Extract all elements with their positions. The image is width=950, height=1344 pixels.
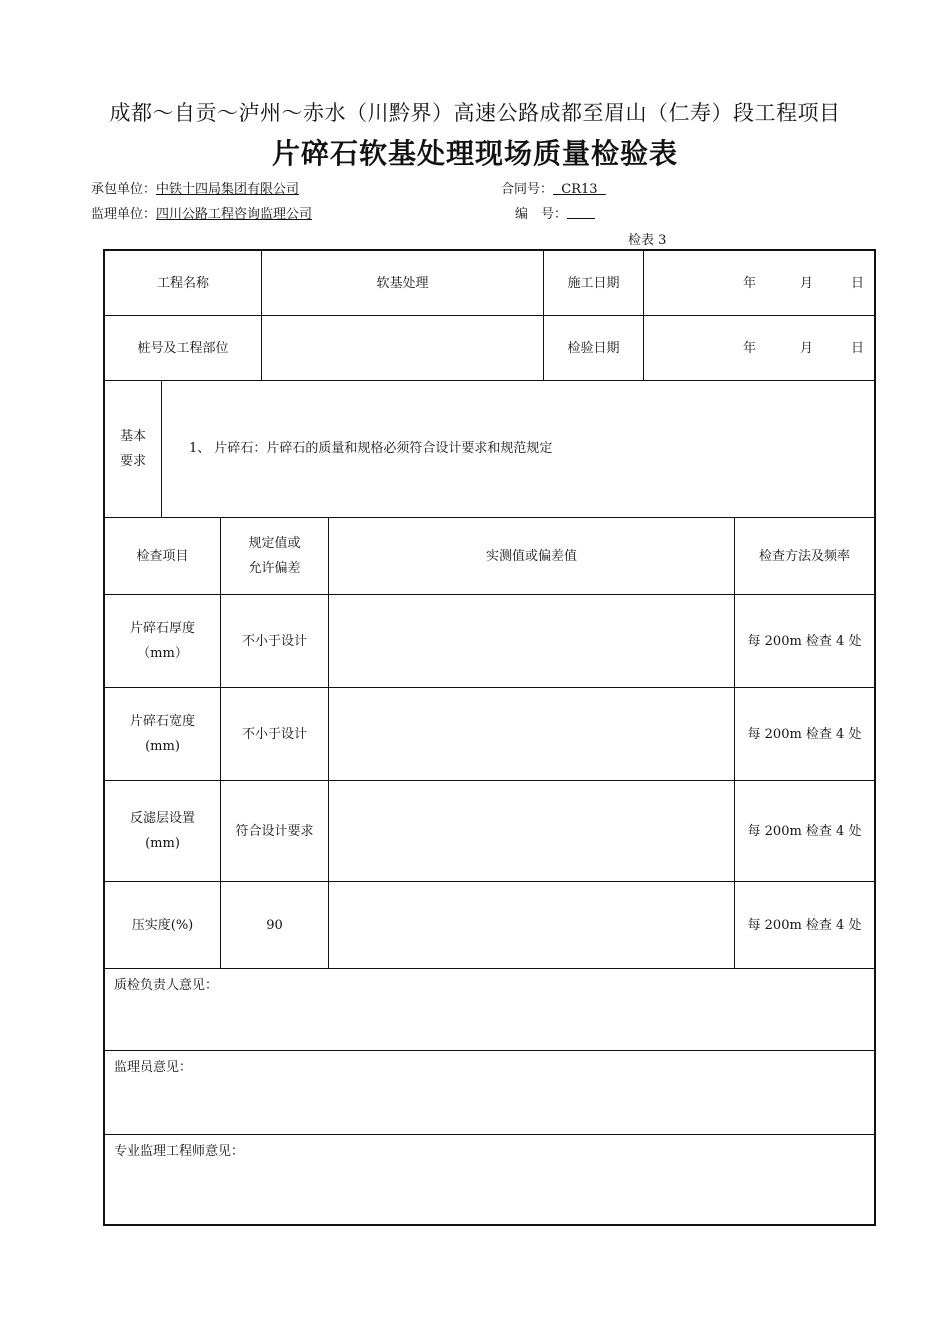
project-title: 成都～自贡～泸州～赤水（川黔界）高速公路成都至眉山（仁寿）段工程项目 — [109, 101, 841, 125]
table-row-item: 压实度(%) — [105, 882, 221, 969]
table-row-item: 反滤层设置 (mm) — [105, 781, 221, 882]
col-method-header: 检查方法及频率 — [735, 518, 874, 595]
table-row-measured — [329, 688, 735, 781]
construction-date-label: 施工日期 — [544, 251, 644, 316]
contract-no-value: CR13 — [561, 182, 598, 197]
col-spec-header: 规定值或 允许偏差 — [221, 518, 329, 595]
project-name-value: 软基处理 — [262, 251, 544, 316]
basic-req-text: 1、 片碎石：片碎石的质量和规格必须符合设计要求和规范规定 — [162, 381, 874, 518]
table-row-spec: 不小于设计 — [221, 595, 329, 688]
inspector-opinion: 监理员意见： — [105, 1051, 874, 1135]
table-row-spec: 符合设计要求 — [221, 781, 329, 882]
table-row-method: 每 200m 检查 4 处 — [735, 688, 874, 781]
table-row-measured — [329, 595, 735, 688]
table-row-method: 每 200m 检查 4 处 — [735, 882, 874, 969]
contract-no-line — [501, 178, 606, 197]
supervisor-line — [91, 203, 312, 222]
qc-opinion: 质检负责人意见： — [105, 969, 874, 1051]
table-row-measured — [329, 781, 735, 882]
table-row-method: 每 200m 检查 4 处 — [735, 781, 874, 882]
form-code: 检表 3 — [628, 233, 667, 248]
table-row-item: 片碎石宽度 (mm) — [105, 688, 221, 781]
contractor-line — [91, 178, 299, 197]
serial-no-line — [515, 203, 595, 222]
table-row-method: 每 200m 检查 4 处 — [735, 595, 874, 688]
inspection-date-label: 检验日期 — [544, 316, 644, 381]
col-item-header: 检查项目 — [105, 518, 221, 595]
inspection-table — [103, 249, 876, 1226]
table-row-measured — [329, 882, 735, 969]
supervisor-label: 监理单位： — [91, 207, 157, 222]
basic-req-label: 基本 要求 — [105, 381, 162, 518]
contractor-value: 中铁十四局集团有限公司 — [156, 182, 300, 197]
engineer-opinion: 专业监理工程师意见： — [114, 1144, 245, 1159]
table-row-spec: 不小于设计 — [221, 688, 329, 781]
station-value — [262, 316, 544, 381]
serial-no-blank — [567, 206, 595, 219]
contract-no-label: 合同号： — [501, 182, 554, 197]
contractor-label: 承包单位： — [91, 182, 157, 197]
supervisor-value: 四川公路工程咨询监理公司 — [156, 207, 313, 222]
inspection-date-value: 年 月 日 — [644, 316, 874, 381]
table-row-item: 片碎石厚度 （mm） — [105, 595, 221, 688]
station-label: 桩号及工程部位 — [105, 316, 262, 381]
serial-no-label: 编 号： — [515, 207, 568, 222]
form-title: 片碎石软基处理现场质量检验表 — [271, 137, 678, 170]
project-name-label: 工程名称 — [105, 251, 262, 316]
construction-date-value: 年 月 日 — [644, 251, 874, 316]
table-row-spec: 90 — [221, 882, 329, 969]
col-measured-header: 实测值或偏差值 — [329, 518, 735, 595]
